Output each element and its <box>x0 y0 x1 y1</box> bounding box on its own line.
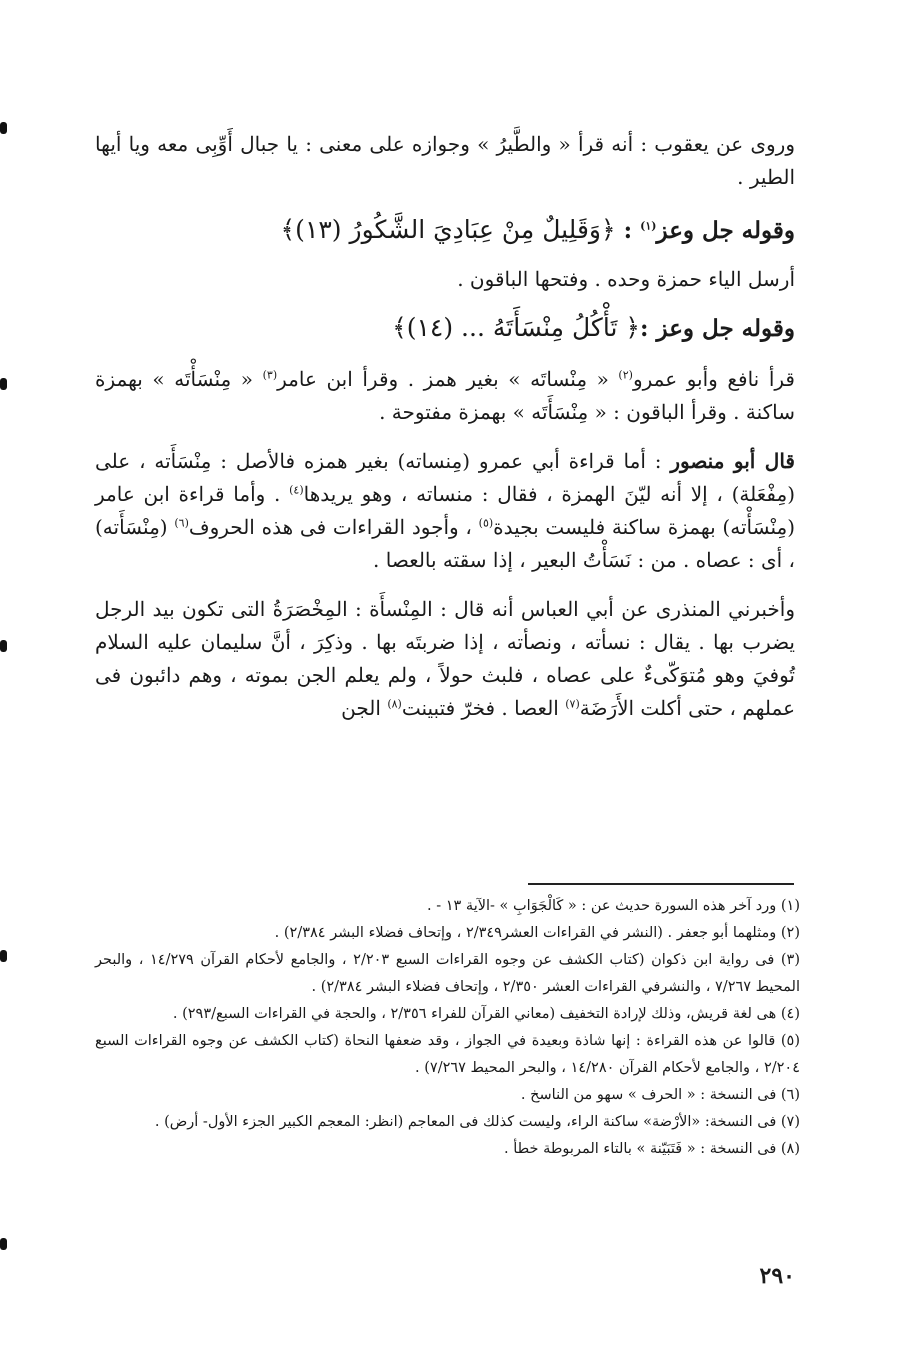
paragraph-3 <box>95 363 795 429</box>
heading-colon: : <box>615 217 641 244</box>
footnote-ref-7: (٧) <box>565 697 580 711</box>
text-run: : أما قراءة أبي عمرو (مِنساته) بغير همزه فالأصل : مِنْسَأَته ، على (مِفْعَلة) ، إلا أنه ليّنَ الهمزة ، فقال : منساته ، وهو يريدها <box>95 449 795 506</box>
quran-verse-13: ﴿وَقَلِيلٌ مِنْ عِبَادِيَ الشَّكُورُ (١٣)﴾ <box>280 215 616 244</box>
author-name: قال أبو منصور <box>670 449 795 473</box>
paragraph-1: وروى عن يعقوب : أنه قرأ « والطَّيرُ » وجوازه على معنى : يا جبال أَوِّبِى معه ويا أيها الطير . <box>95 132 795 189</box>
footnote-ref-2: (٢) <box>618 368 633 382</box>
footnote-7: (٧) فى النسخة: «الأرْضة» ساكنة الراء، وليست كذلك فى المعاجم (انظر: المعجم الكبير الجزء الأول- أرض) . <box>154 1114 800 1130</box>
footnote-ref-4: (٤) <box>289 483 304 497</box>
text-run: (مِنْسَأَته) ، أى : عصاه . من : نَسَأْتُ البعير ، إذا سقته بالعصا . <box>95 515 795 572</box>
heading-prefix: وقوله جل وعز : <box>640 315 795 342</box>
binding-mark-4 <box>0 950 7 962</box>
paragraph-2: أرسل الياء حمزة وحده . وفتحها الباقون . <box>457 267 795 291</box>
footnote-ref-5: (٥) <box>478 516 494 530</box>
footnote-6: (٦) فى النسخة : « الحرف » سهو من الناسخ . <box>520 1087 800 1103</box>
footnote-divider <box>528 883 794 885</box>
text-run: ، وأجود القراءات فى هذه الحروف <box>188 515 479 539</box>
footnote-1: (١) ورد آخر هذه السورة حديث عن : « كَالْجَوَابِ » -الآية ١٣ - . <box>427 898 800 914</box>
footnote-2: (٢) ومثلهما أبو جعفر . (النشر في القراءات العشر٢/٣٤٩ ، وإتحاف فضلاء البشر ٢/٣٨٤) . <box>274 925 800 941</box>
text-run: « مِنْساتَه » بغير همز . وقرأ ابن عامر <box>277 367 619 391</box>
footnote-ref-8: (٨) <box>387 697 402 711</box>
paragraph-5 <box>95 593 795 725</box>
footnote-ref-6: (٦) <box>174 516 189 530</box>
page-number: ٢٩٠ <box>759 1263 795 1289</box>
footnote-5: (٥) قالوا عن هذه القراءة : إنها شاذة وبعيدة في الجواز ، وقد ضعفها النحاة (كتاب الكشف عن وجوه القراءات السبع ٢/٢٠٤ ، والجامع لأحكام القرآن ١٤/٢٨٠ ، والبحر المحيط ٧/٢٦٧) . <box>95 1033 800 1076</box>
binding-mark-1 <box>0 122 7 134</box>
text-run: الجن <box>341 696 388 720</box>
verse-heading-14 <box>95 308 795 349</box>
paragraph-4 <box>95 445 795 577</box>
binding-mark-3 <box>0 640 7 652</box>
footnote-4: (٤) هى لغة قريش، وذلك لإرادة التخفيف (معاني القرآن للفراء ٢/٣٥٦ ، والحجة في القراءات السبع/٢٩٣) . <box>172 1006 800 1022</box>
binding-mark-5 <box>0 1238 7 1250</box>
footnotes <box>95 893 800 1163</box>
footnote-ref-3: (٣) <box>262 368 278 382</box>
heading-prefix: وقوله جل وعز <box>656 217 795 244</box>
text-run: العصا . فخرّ فتبينت <box>401 696 566 720</box>
text-run: وأخبرني المنذرى عن أبي العباس أنه قال : المِنْسأَة : المِخْصَرَةُ التى تكون بيد الرجل يضرب بها . يقال : نسأته ، ونصأته ، إذا ضربتَه بها . وذكِرَ ، أنَّ سليمان عليه السلام تُوفيَ وهو مُتوَكّىءٌ على عصاه ، فلبث حولاً ، ولم يعلم الجن بموته ، وهم دائبون فى عملهم ، حتى أكلت الأَرَضَة <box>95 597 796 720</box>
footnote-3: (٣) فى رواية ابن ذكوان (كتاب الكشف عن وجوه القراءات السبع ٢/٢٠٣ ، والجامع لأحكام القرآن ١٤/٢٧٩ ، والبحر المحيط ٧/٢٦٧ ، والنشرفي القراءات العشر ٢/٣٥٠ ، وإتحاف فضلاء البشر ٢/٣٨٤) . <box>95 952 800 995</box>
verse-heading-13 <box>95 210 795 251</box>
binding-mark-2 <box>0 378 7 390</box>
quran-verse-14: ﴿ تَأْكُلُ مِنْسَأَتَهُ ... (١٤)﴾ <box>392 313 640 342</box>
footnote-8: (٨) فى النسخة : « فَتَبَيّنة » بالتاء المربوطة خطأ . <box>504 1141 800 1157</box>
main-text <box>95 128 795 725</box>
text-run: « مِنْسَأْتَه » بهمزة ساكنة . وقرأ الباقون : « مِنْسَأَتَه » بهمزة مفتوحة . <box>95 367 795 424</box>
text-run: قرأ نافع وأبو عمرو <box>632 367 795 391</box>
footnote-ref-1: (١) <box>640 219 657 233</box>
text-run: . وأما قراءة ابن عامر (مِنْسَأْته) بهمزة ساكنة فليست بجيدة <box>95 482 796 539</box>
